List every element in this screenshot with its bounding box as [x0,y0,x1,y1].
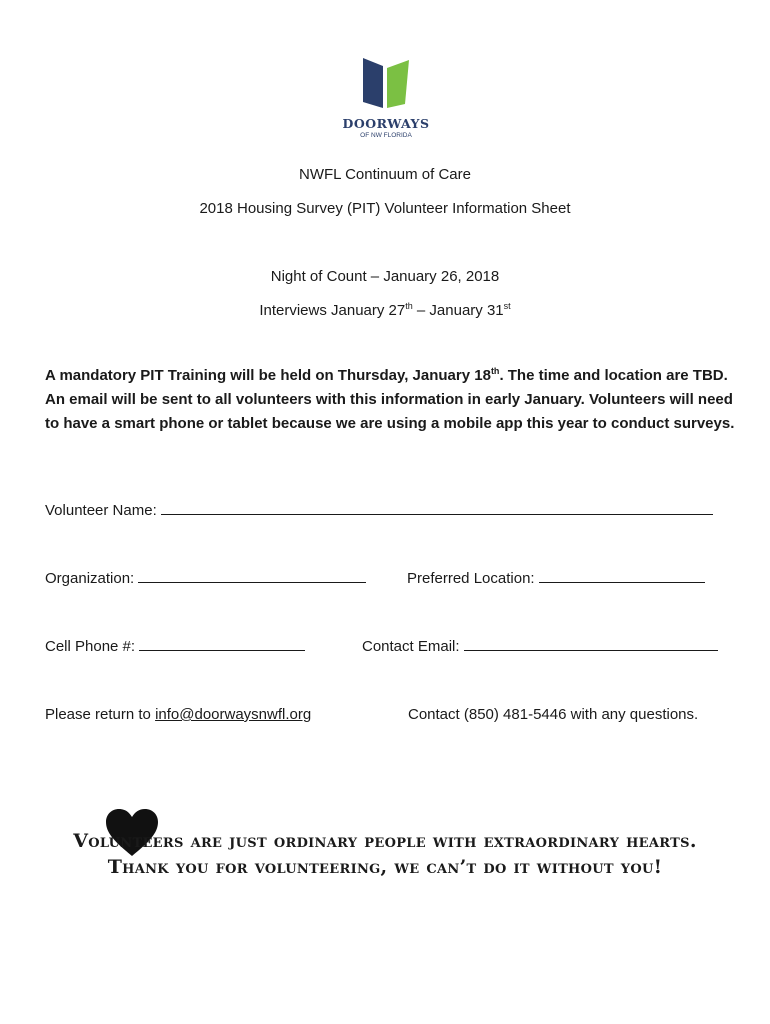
contact-email-field[interactable] [464,636,718,651]
return-email-link[interactable]: info@doorwaysnwfl.org [155,706,312,723]
contact-email-label: Contact Email: [362,638,464,655]
doorways-logo-icon [335,56,437,116]
training-notice-part-2: . The time and location are TBD. An email will be sent to all volunteers with this information in early January. Volunteers will need to have a smart phone or tablet because we are using a mobile app this year to conduct surveys. [45,367,735,432]
organization-field[interactable] [138,568,366,583]
volunteer-name-label: Volunteer Name: [45,502,161,519]
volunteer-name-row [45,500,735,521]
preferred-location-row [407,568,705,589]
org-name: NWFL Continuum of Care [298,166,471,183]
training-notice-part-1: A mandatory PIT Training will be held on Thursday, January 18 [45,367,491,384]
cell-phone-field[interactable] [139,636,305,651]
logo-subtitle: OF NW FLORIDA [360,132,412,139]
preferred-location-field[interactable] [539,568,705,583]
sheet-title: 2018 Housing Survey (PIT) Volunteer Information Sheet [199,200,571,217]
volunteer-name-field[interactable] [161,500,713,515]
interview-dates-prefix: Interviews January 27 [259,302,406,319]
cell-phone-row [45,636,305,657]
interview-dates [0,301,770,321]
interview-dates-sup-2: st [503,301,511,311]
contact-email-row [362,636,718,657]
logo [335,56,437,146]
organization-row [45,568,366,589]
volunteer-motto: Volunteers are just ordinary people with extraordinary hearts. Thank you for volunteering, we can’t do it without you! [73,830,697,878]
training-notice [45,364,735,436]
contact-phone-text: Contact (850) 481-5446 with any questions. [408,706,699,723]
night-of-count: Night of Count – January 26, 2018 [270,268,500,285]
return-line [45,705,311,725]
return-prefix: Please return to [45,706,156,723]
interview-dates-sup-1: th [405,301,413,311]
cell-phone-label: Cell Phone #: [45,638,140,655]
interview-dates-mid: – January 31 [412,302,504,319]
logo-name: DOORWAYS [342,116,430,131]
organization-label: Organization: [45,570,139,587]
training-notice-sup: th [490,366,500,376]
preferred-location-label: Preferred Location: [407,570,539,587]
